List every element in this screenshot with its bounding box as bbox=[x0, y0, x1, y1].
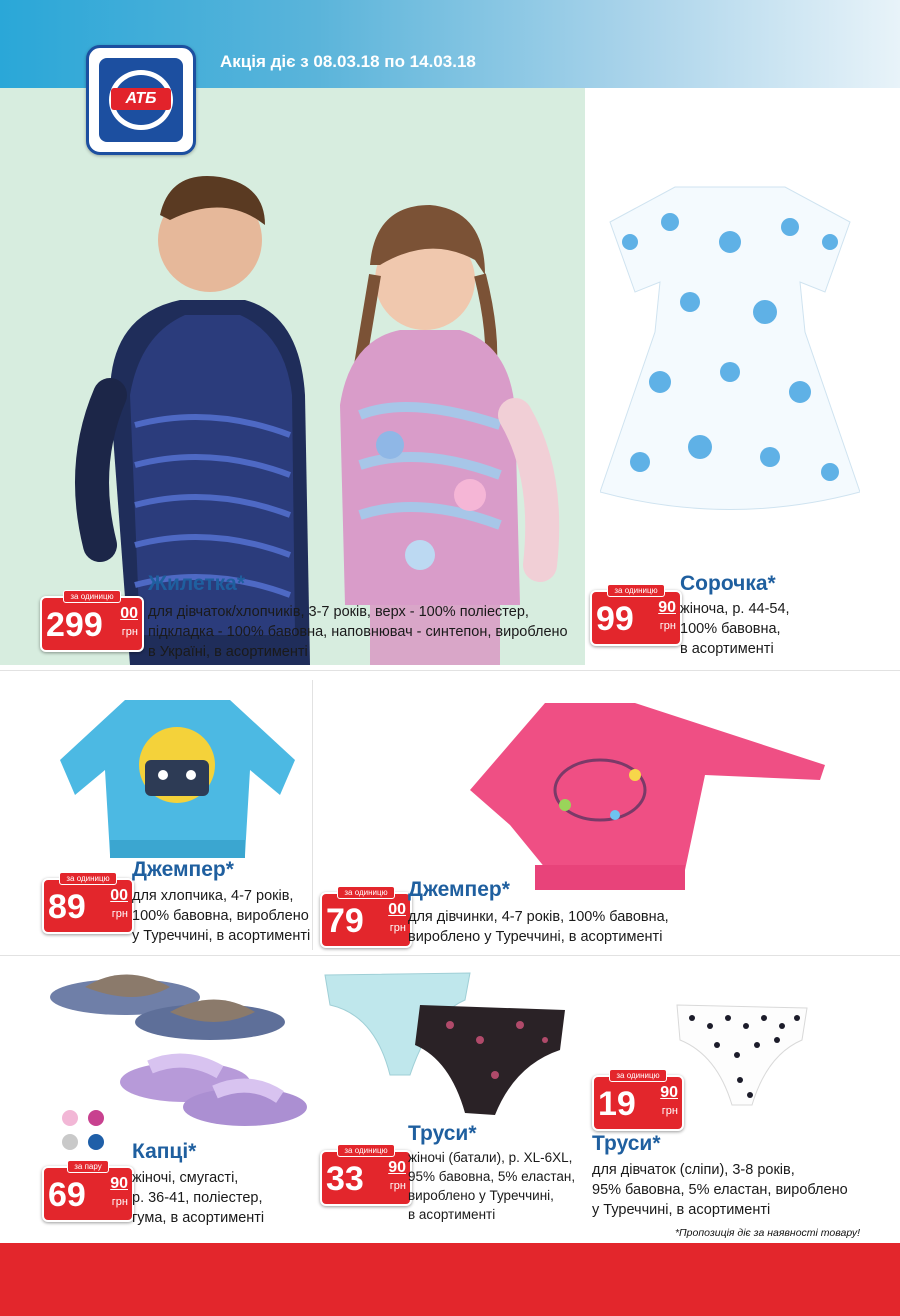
price-currency: грн bbox=[661, 1105, 678, 1117]
desc-line: в асортименті bbox=[408, 1207, 496, 1222]
desc-line: 95% бавовна, 5% еластан, bbox=[408, 1169, 576, 1184]
divider bbox=[0, 955, 900, 956]
desc-line: жіноча, р. 44-54, bbox=[680, 601, 790, 617]
atb-logo[interactable] bbox=[86, 45, 196, 155]
logo-text: АТБ bbox=[111, 88, 171, 110]
product-desc-womens-briefs bbox=[408, 1148, 575, 1224]
price-main: 69 bbox=[48, 1176, 86, 1214]
price-cents: 90 bbox=[660, 1084, 678, 1101]
price-unit: за одиницю bbox=[607, 584, 664, 597]
divider bbox=[0, 670, 900, 671]
desc-line: 100% бавовна, вироблено bbox=[132, 908, 309, 924]
price-unit: за пару bbox=[67, 1160, 108, 1173]
price-cents: 00 bbox=[388, 901, 406, 918]
desc-line: гума, в асортименті bbox=[132, 1210, 265, 1226]
divider bbox=[312, 680, 313, 950]
price-tag-womens-briefs bbox=[320, 1146, 412, 1206]
product-desc-jumper-girl bbox=[408, 907, 669, 947]
price-unit: за одиницю bbox=[59, 872, 116, 885]
swatch-blue bbox=[88, 1134, 104, 1150]
price-currency: грн bbox=[121, 626, 138, 638]
logo-square bbox=[99, 58, 183, 142]
price-main: 299 bbox=[46, 606, 103, 644]
price-tag-nightshirt bbox=[590, 586, 682, 646]
price-cents: 90 bbox=[658, 599, 676, 616]
product-title-jumper-boy: Джемпер* bbox=[132, 858, 234, 881]
price-tag-jumper-boy bbox=[42, 874, 134, 934]
price-main: 99 bbox=[596, 600, 634, 638]
desc-line: 95% бавовна, 5% еластан, вироблено bbox=[592, 1182, 848, 1198]
desc-line: у Туреччині, в асортименті bbox=[592, 1202, 771, 1218]
desc-line: р. 36-41, поліестер, bbox=[132, 1190, 263, 1206]
price-cents: 00 bbox=[110, 887, 128, 904]
boy-jumper-photo bbox=[55, 690, 305, 865]
price-unit: за одиницю bbox=[337, 886, 394, 899]
product-desc-slippers bbox=[132, 1168, 264, 1228]
price-unit: за одиницю bbox=[609, 1069, 666, 1082]
price-currency: грн bbox=[659, 620, 676, 632]
desc-line: 100% бавовна, bbox=[680, 621, 781, 637]
price-tag-slippers bbox=[42, 1162, 134, 1222]
color-swatches bbox=[62, 1110, 122, 1150]
product-desc-girls-briefs bbox=[592, 1160, 848, 1220]
desc-line: в асортименті bbox=[680, 641, 774, 657]
price-cents: 90 bbox=[110, 1175, 128, 1192]
womens-briefs-photo bbox=[320, 965, 580, 1125]
desc-line: жіночі, смугасті, bbox=[132, 1170, 239, 1186]
swatch-pink bbox=[62, 1110, 78, 1126]
price-unit: за одиницю bbox=[63, 590, 120, 603]
product-title-slippers: Капці* bbox=[132, 1140, 197, 1163]
desc-line: вироблено у Туреччині, bbox=[408, 1188, 554, 1203]
girls-briefs-photo bbox=[672, 1000, 812, 1110]
promo-dates: Акція діє з 08.03.18 по 14.03.18 bbox=[220, 52, 476, 71]
product-desc-nightshirt bbox=[680, 599, 790, 659]
price-currency: грн bbox=[111, 1196, 128, 1208]
product-title-vest: Жилетка* bbox=[148, 572, 246, 595]
desc-line: вироблено у Туреччині, в асортименті bbox=[408, 929, 663, 945]
desc-line: для дівчинки, 4-7 років, 100% бавовна, bbox=[408, 909, 669, 925]
price-main: 89 bbox=[48, 888, 86, 926]
product-title-girls-briefs: Труси* bbox=[592, 1132, 661, 1155]
price-currency: грн bbox=[389, 922, 406, 934]
swatch-magenta bbox=[88, 1110, 104, 1126]
price-tag-girls-briefs bbox=[592, 1071, 684, 1131]
price-tag-vest bbox=[40, 592, 144, 652]
product-title-nightshirt: Сорочка* bbox=[680, 572, 776, 595]
product-desc-vest: для дівчаток/хлопчиків, 3-7 років, верх - 100% поліестер, підкладка - 100% бавовна, наповнювач - синтепон, вироблено в Україні, в асортименті bbox=[148, 604, 568, 660]
price-currency: грн bbox=[389, 1180, 406, 1192]
swatch-grey bbox=[62, 1134, 78, 1150]
price-cents: 00 bbox=[120, 605, 138, 622]
price-currency: грн bbox=[111, 908, 128, 920]
availability-footnote: *Пропозиція діє за наявності товару! bbox=[674, 1227, 860, 1239]
product-title-womens-briefs: Труси* bbox=[408, 1122, 477, 1145]
footer-band bbox=[0, 1243, 900, 1316]
girl-jumper-photo bbox=[465, 695, 830, 900]
price-main: 79 bbox=[326, 902, 364, 940]
product-desc-jumper-boy bbox=[132, 886, 310, 946]
desc-line: для дівчаток (сліпи), 3-8 років, bbox=[592, 1162, 795, 1178]
desc-line: для хлопчика, 4-7 років, bbox=[132, 888, 294, 904]
price-unit: за одиницю bbox=[337, 1144, 394, 1157]
desc-line: жіночі (батали), р. XL-6XL, bbox=[408, 1150, 573, 1165]
product-title-jumper-girl: Джемпер* bbox=[408, 878, 510, 901]
desc-line: у Туреччині, в асортименті bbox=[132, 928, 311, 944]
price-cents: 90 bbox=[388, 1159, 406, 1176]
kids-vests-photo bbox=[70, 165, 570, 665]
price-tag-jumper-girl bbox=[320, 888, 412, 948]
nightshirt-photo bbox=[600, 182, 860, 527]
price-main: 19 bbox=[598, 1085, 636, 1123]
price-main: 33 bbox=[326, 1160, 364, 1198]
